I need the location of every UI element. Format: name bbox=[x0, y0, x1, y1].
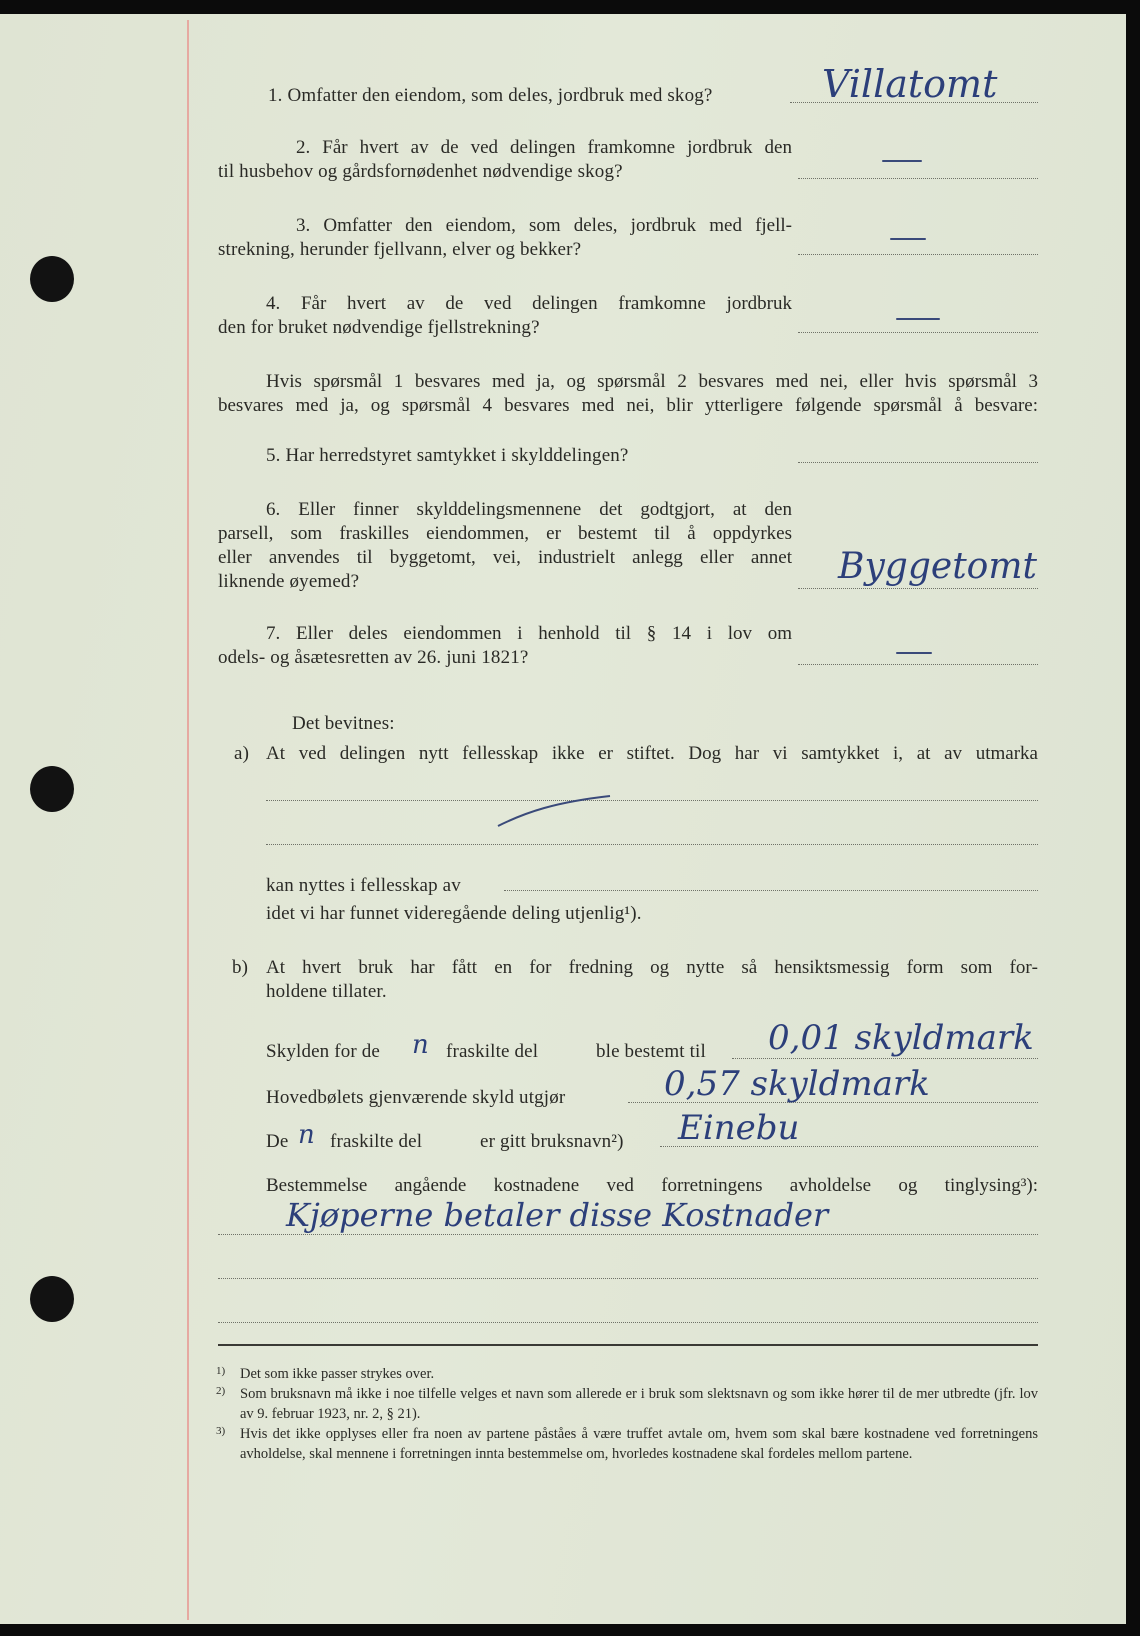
attest-reason: idet vi har funnet videregående deling utjenlig¹). bbox=[266, 903, 642, 924]
cost-line-3 bbox=[218, 1322, 1038, 1323]
footnote-2 bbox=[216, 1384, 1038, 1424]
question-6-line-3: eller anvendes til byggetomt, vei, industrielt anlegg eller annet bbox=[218, 547, 792, 568]
attest-a-marker: a) bbox=[234, 743, 250, 764]
footnote-1 bbox=[216, 1364, 1038, 1384]
skyld-n-mark: n bbox=[412, 1030, 429, 1060]
footnote-3-text: Hvis det ikke opplyses eller fra noen av partene påståes å være truffet avtale om, hvem som skal bære kostnadene ved forretningens avholdelse, skal mennene i forretningen innta bestemmelse om, hvorledes kostnadene skal fordeles mellom partene. bbox=[240, 1426, 1038, 1462]
answer-4-dash bbox=[896, 318, 940, 320]
name-value: Einebu bbox=[678, 1108, 800, 1148]
name-n-mark: n bbox=[298, 1120, 315, 1150]
question-3-line-1: 3. Omfatter den eiendom, som deles, jordbruk med fjell‐ bbox=[296, 215, 792, 236]
margin-rule bbox=[187, 20, 189, 1620]
question-6-line-2: parsell, som fraskilles eiendommen, er bestemt til å oppdyrkes bbox=[218, 523, 792, 544]
question-7-line-1: 7. Eller deles eiendommen i henhold til § 14 i lov om bbox=[266, 623, 792, 644]
question-4-line-2: den for bruket nødvendige fjellstrekning? bbox=[218, 317, 540, 338]
name-label-2: fraskilte del bbox=[330, 1131, 423, 1152]
remaining-label: Hovedbølets gjenværende skyld utgjør bbox=[266, 1087, 566, 1108]
punch-hole-bottom bbox=[30, 1276, 74, 1322]
attest-a-fill-line-1 bbox=[266, 800, 1038, 801]
answer-1-handwriting: Villatomt bbox=[822, 62, 998, 106]
attest-a-text: At ved delingen nytt fellesskap ikke er stiftet. Dog har vi samtykket i, at av utmarka bbox=[266, 743, 1038, 764]
name-label-3: er gitt bruksnavn²) bbox=[480, 1131, 624, 1152]
footnote-3-mark: 3) bbox=[216, 1425, 226, 1437]
footnote-2-text: Som bruksnavn må ikke i noe tilfelle velges et navn som allerede er i bruk som slektsnavn og som ikke hører til de mer utbredte (jfr. lov av 9. februar 1923, nr. 2, § 21). bbox=[240, 1386, 1038, 1422]
question-6-line-1: 6. Eller finner skylddelingsmennene det godtgjort, at den bbox=[266, 499, 792, 520]
answer-line-4 bbox=[798, 332, 1038, 333]
answer-3-dash bbox=[890, 238, 926, 240]
answer-7-dash bbox=[896, 652, 932, 654]
footnote-2-mark: 2) bbox=[216, 1385, 226, 1397]
answer-line-2 bbox=[798, 178, 1038, 179]
skyld-label-3: ble bestemt til bbox=[596, 1041, 706, 1062]
question-4-line-1: 4. Får hvert av de ved delingen framkomne jordbruk bbox=[266, 293, 792, 314]
answer-2-dash bbox=[882, 160, 922, 162]
cost-label: Bestemmelse angående kostnadene ved forretningens avholdelse og tinglysing³): bbox=[266, 1175, 1038, 1196]
attest-a-fill-line-2 bbox=[266, 844, 1038, 845]
skyld-value: 0,01 skyldmark bbox=[768, 1018, 1034, 1058]
footnote-1-mark: 1) bbox=[216, 1365, 226, 1377]
answer-line-7 bbox=[798, 664, 1038, 665]
cost-value: Kjøperne betaler disse Kostnader bbox=[286, 1196, 829, 1234]
punch-hole-middle bbox=[30, 766, 74, 812]
cost-line-1 bbox=[218, 1234, 1038, 1235]
answer-line-3 bbox=[798, 254, 1038, 255]
condition-line-1: Hvis spørsmål 1 besvares med ja, og spørsmål 2 besvares med nei, eller hvis spørsmål 3 bbox=[266, 371, 1038, 392]
attest-b-marker: b) bbox=[232, 957, 249, 978]
question-5: 5. Har herredstyret samtykket i skylddelingen? bbox=[266, 445, 629, 466]
attest-b-text-2: holdene tillater. bbox=[266, 981, 387, 1002]
attest-b-text-1: At hvert bruk har fått en for fredning og nytte så hensiktsmessig form som for‐ bbox=[266, 957, 1038, 978]
answer-line-5 bbox=[798, 462, 1038, 463]
footnote-3 bbox=[216, 1424, 1038, 1464]
punch-hole-top bbox=[30, 256, 74, 302]
condition-line-2: besvares med ja, og spørsmål 4 besvares med nei, blir ytterligere følgende spørsmål å besvare: bbox=[218, 395, 1038, 416]
name-label-1: De bbox=[266, 1131, 289, 1152]
question-1: 1. Omfatter den eiendom, som deles, jordbruk med skog? bbox=[268, 85, 713, 106]
remaining-value: 0,57 skyldmark bbox=[664, 1064, 930, 1104]
question-2-line-2: til husbehov og gårdsfornødenhet nødvendige skog? bbox=[218, 161, 623, 182]
answer-line-6 bbox=[798, 588, 1038, 589]
skyld-label-1: Skylden for de bbox=[266, 1041, 380, 1062]
question-7-line-2: odels‐ og åsætesretten av 26. juni 1821? bbox=[218, 647, 529, 668]
attest-heading: Det bevitnes: bbox=[292, 713, 395, 734]
skyld-line bbox=[732, 1058, 1038, 1059]
answer-6-handwriting: Byggetomt bbox=[838, 546, 1037, 587]
cost-line-2 bbox=[218, 1278, 1038, 1279]
question-2-line-1: 2. Får hvert av de ved delingen framkomne jordbruk den bbox=[296, 137, 792, 158]
skyld-label-2: fraskilte del bbox=[446, 1041, 539, 1062]
question-3-line-2: strekning, herunder fjellvann, elver og bekker? bbox=[218, 239, 582, 260]
shared-use-label: kan nyttes i fellesskap av bbox=[266, 875, 461, 896]
footnote-rule bbox=[218, 1344, 1038, 1346]
question-6-line-4: liknende øyemed? bbox=[218, 571, 360, 592]
strike-mark bbox=[496, 790, 616, 830]
shared-use-line bbox=[504, 890, 1038, 891]
footnote-1-text: Det som ikke passer strykes over. bbox=[240, 1366, 435, 1382]
